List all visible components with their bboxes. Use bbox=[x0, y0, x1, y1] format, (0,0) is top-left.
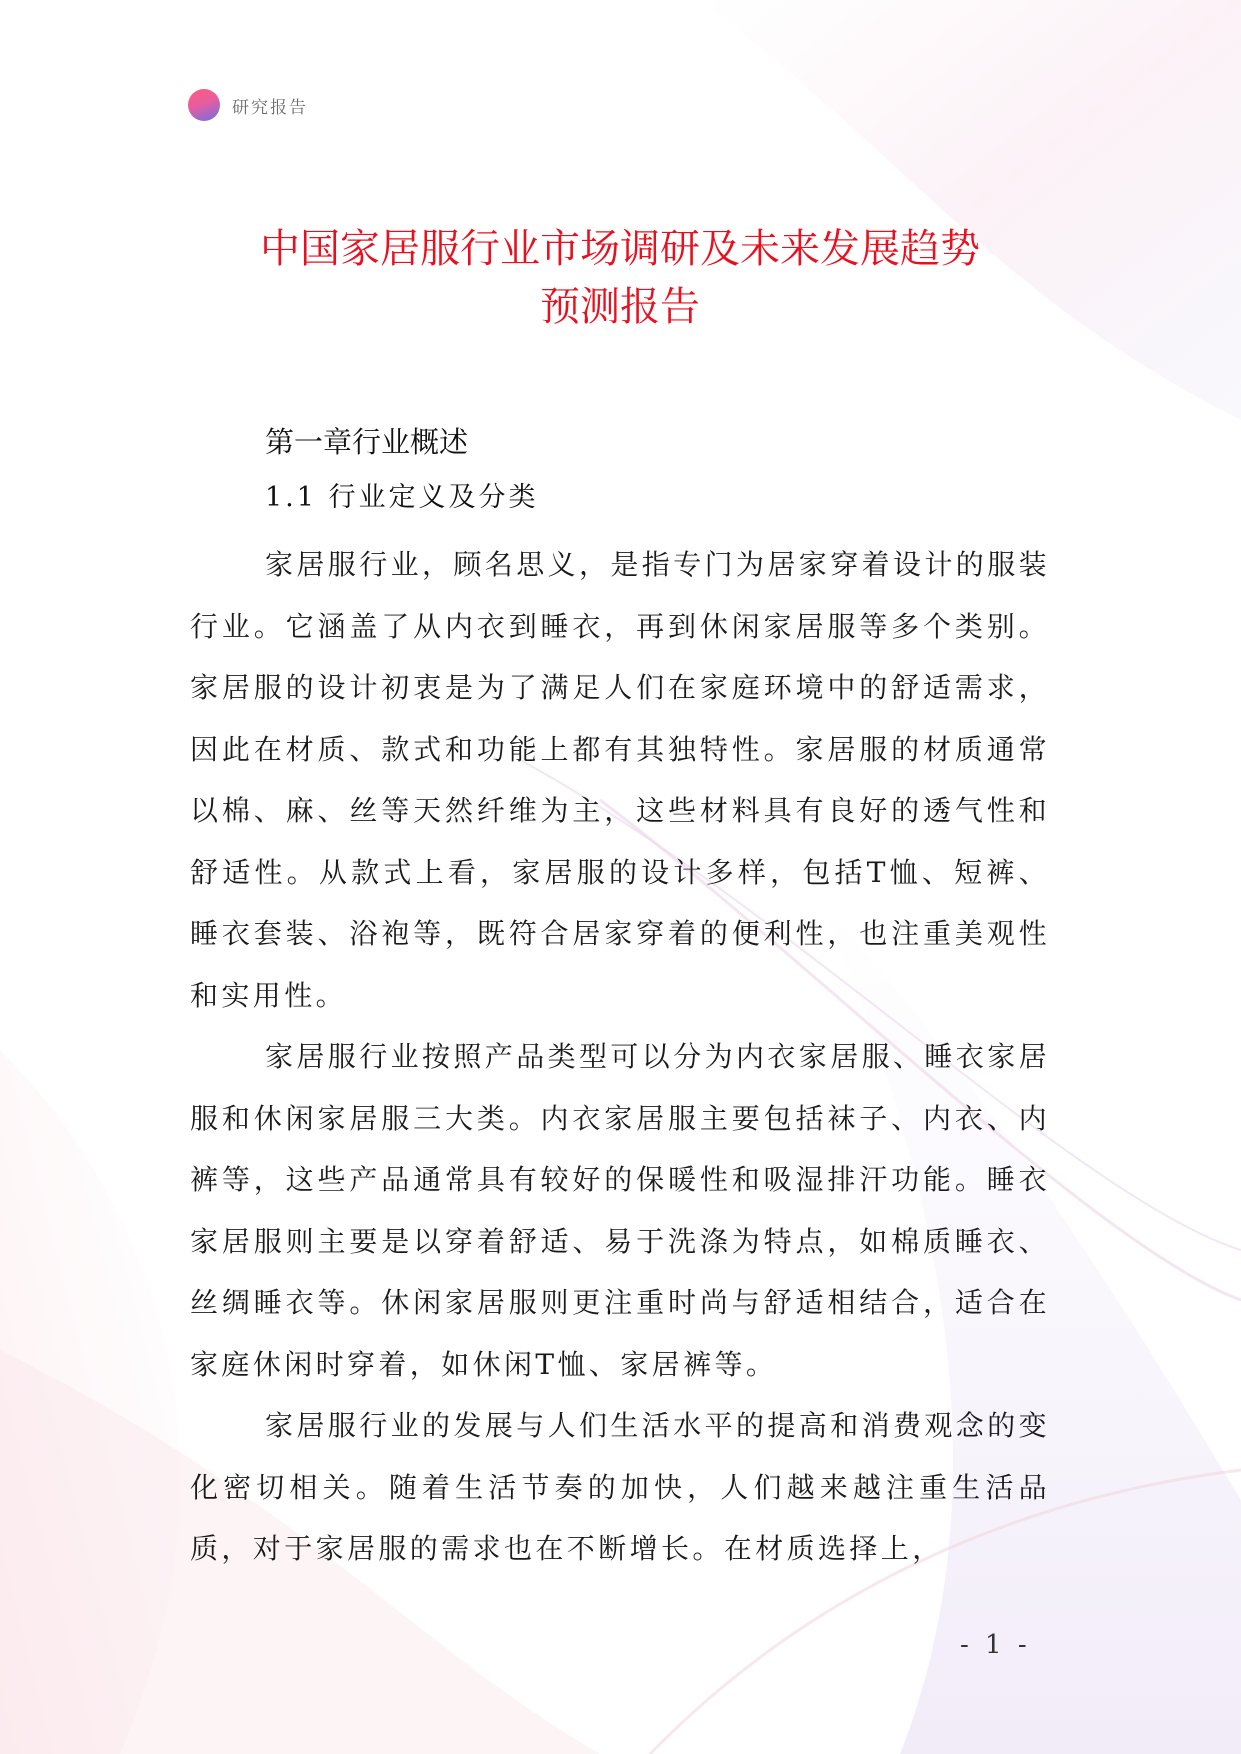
title-line-2: 预测报告 bbox=[540, 284, 700, 330]
header-label: 研究报告 bbox=[232, 97, 308, 118]
paragraph: 家居服行业的发展与人们生活水平的提高和消费观念的变化密切相关。随着生活节奏的加快，人们越来越注重生活品质，对于家居服的需求也在不断增长。在材质选择上， bbox=[190, 1409, 1051, 1565]
title-line-1: 中国家居服行业市场调研及未来发展趋势 bbox=[260, 226, 980, 272]
page-number: - 1 - bbox=[960, 1630, 1031, 1660]
chapter-heading: 第一章行业概述 bbox=[265, 425, 469, 459]
section-heading: 1.1 行业定义及分类 bbox=[265, 482, 539, 513]
document-body bbox=[190, 420, 1050, 1580]
report-title bbox=[180, 220, 1060, 336]
paragraph: 家居服行业按照产品类型可以分为内衣家居服、睡衣家居服和休闲家居服三大类。内衣家居服主要包括袜子、内衣、内裤等，这些产品通常具有较好的保暖性和吸湿排汗功能。睡衣家居服则主要是以穿着舒适、易于洗涤为特点，如棉质睡衣、丝绸睡衣等。休闲家居服则更注重时尚与舒适相结合，适合在家庭休闲时穿着，如休闲T恤、家居裤等。 bbox=[190, 1040, 1051, 1381]
logo-icon bbox=[188, 89, 220, 121]
paragraph: 家居服行业，顾名思义，是指专门为居家穿着设计的服装行业。它涵盖了从内衣到睡衣，再到休闲家居服等多个类别。家居服的设计初衷是为了满足人们在家庭环境中的舒适需求，因此在材质、款式和功能上都有其独特性。家居服的材质通常以棉、麻、丝等天然纤维为主，这些材料具有良好的透气性和舒适性。从款式上看，家居服的设计多样，包括T恤、短裤、睡衣套装、浴袍等，既符合居家穿着的便利性，也注重美观性和实用性。 bbox=[190, 548, 1051, 1012]
report-header bbox=[188, 88, 308, 122]
